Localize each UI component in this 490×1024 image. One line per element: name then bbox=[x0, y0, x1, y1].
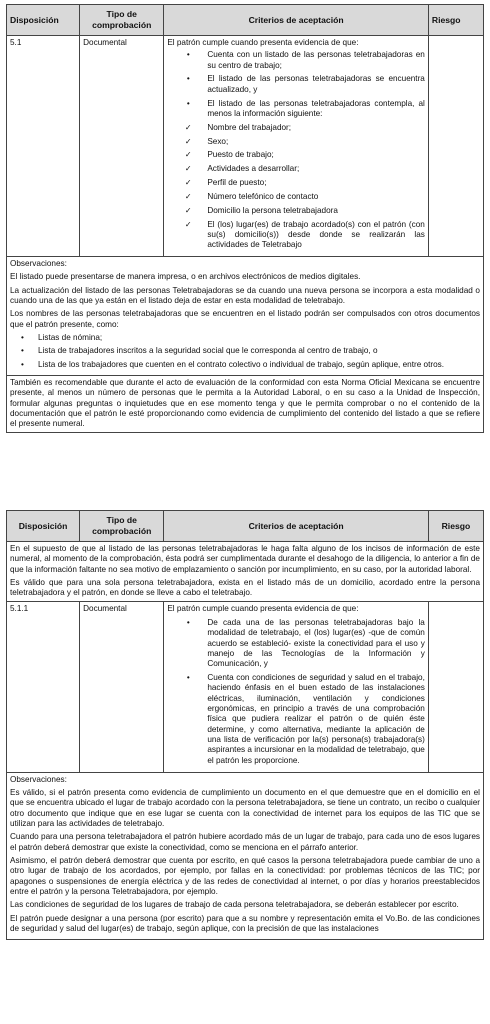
list-item bbox=[10, 333, 480, 343]
observation-paragraph: Los nombres de las personas teletrabajadoras que se encuentren en el listado podrán ser compulsados con otros documentos que el patrón presente, como: bbox=[10, 309, 480, 329]
observation-paragraph: Es válido, si el patrón presenta como evidencia de cumplimiento un documento en el que demuestre que en el domicilio en el que se encuentra ubicado el lugar de trabajo acordado con la persona teletrabajadora, se tiene un contrato, un recibo o cualquier otro documento que indique que en ese lugar se cuenta con la conectividad de internet para los equipos de las TIC que se utilizan para las actividades de teletrabajo. bbox=[10, 787, 480, 828]
checkmark-icon: ✓ bbox=[184, 164, 192, 174]
bullet-icon: • bbox=[21, 346, 24, 356]
list-item bbox=[10, 360, 480, 370]
list-item bbox=[167, 618, 425, 670]
intro-paragraph: En el supuesto de que al listado de las personas teletrabajadoras le haga falta alguno de los incisos de información de este numeral, al momento de la comprobación, ésta podrá ser cumplimentada durante el desahogo de la diligencia, lo anterior a fin de que la información faltante no sea motivo de emplazamiento o sanción por incumplimiento, en su caso, por la autoridad laboral. bbox=[10, 544, 480, 574]
observation-paragraph: Asimismo, el patrón deberá demostrar que cuenta por escrito, en qué casos la persona teletrabajadora puede cambiar de uno a otro lugar de trabajo de los acordados, por ejemplo, por fallas en la conectividad: por problemas técnicos de las TIC; por apagones o suspensiones de energía eléctrica y de las redes de conectividad al internet, o por días y horarios preestablecidos entre el patrón y la persona Teletrabajadora, por ejemplo. bbox=[10, 855, 480, 896]
header-disposicion: Disposición bbox=[7, 5, 80, 36]
bullet-icon: • bbox=[21, 359, 24, 369]
criteria-intro: El patrón cumple cuando presenta evidencia de que: bbox=[167, 603, 359, 613]
list-item bbox=[167, 150, 425, 160]
checkmark-icon: ✓ bbox=[184, 136, 192, 146]
header-disposicion: Disposición bbox=[7, 511, 80, 542]
list-item bbox=[10, 346, 480, 356]
checkmark-icon: ✓ bbox=[184, 122, 192, 132]
bullet-icon: • bbox=[186, 50, 190, 60]
list-item-text: Sexo; bbox=[207, 136, 229, 146]
row-risk bbox=[428, 601, 483, 772]
list-item bbox=[167, 123, 425, 133]
list-item bbox=[167, 673, 425, 766]
row-criteria bbox=[164, 36, 429, 257]
list-item-text: De cada una de las personas teletrabajadoras bajo la modalidad de teletrabajo, el (los) lugar(es) -que de común acuerdo se estableció- existe la conectividad para el uso y manejo de las Tecnologías de la Información y Comunicación, y bbox=[207, 617, 425, 669]
list-item-text: Número telefónico de contacto bbox=[207, 191, 319, 201]
list-item-text: Cuenta con un listado de las personas teletrabajadoras en su centro de trabajo; bbox=[207, 50, 425, 70]
bullet-icon: • bbox=[186, 98, 190, 108]
list-item-text: El listado de las personas teletrabajadoras contempla, al menos la información siguiente: bbox=[207, 98, 425, 118]
note-paragraph: También es recomendable que durante el acto de evaluación de la conformidad con esta Norma Oficial Mexicana se encuentre presente, al menos un número de personas que le permita a la Autoridad Laboral, o en su caso a la Unidad de Inspección, formular algunas preguntas o inquietudes que en ese momento tenga y que le permita comprobar o no el contenido de la documentación que el patrón le esté proporcionando como evidencia de cumplimiento del contenido del listado a que se refiere el presente numeral. bbox=[10, 378, 480, 429]
observation-paragraph: El patrón puede designar a una persona (por escrito) para que a su nombre y representación emita el Vo.Bo. de las condiciones de seguridad y salud del lugar(es) de trabajo, según aplique, con la precisión de que las instalaciones bbox=[10, 913, 480, 933]
list-item-text: El (los) lugar(es) de trabajo acordado(s) con el patrón (con su(s) domicilio(s)) desde donde se realizarán las actividades de Teletrabajo bbox=[207, 219, 425, 250]
list-item-text: Perfil de puesto; bbox=[207, 178, 267, 188]
checkmark-icon: ✓ bbox=[184, 205, 192, 215]
table-header-row bbox=[7, 5, 484, 36]
list-item bbox=[167, 137, 425, 147]
list-item-text: Cuenta con condiciones de seguridad y salud en el trabajo, haciendo énfasis en el buen estado de las instalaciones eléctricas, iluminación, ventilación y condiciones ergonómicas, en principio a través de una comprobación física que pudiera realizar el patrón o de quién éste determine, y como alternativa, mediante la aplicación de una lista de verificación por la(s) persona(s) trabajadora(s) aspirantes a incursionar en la modalidad de teletrabajo, que el patrón les proporcione. bbox=[207, 673, 425, 765]
criteria-table-5-1-1 bbox=[6, 510, 484, 940]
list-item bbox=[167, 50, 425, 71]
list-item bbox=[167, 178, 425, 188]
bullet-icon: • bbox=[186, 74, 190, 84]
note-cell bbox=[7, 376, 484, 433]
observation-paragraph: El listado puede presentarse de manera impresa, o en archivos electrónicos de medios digitales. bbox=[10, 272, 361, 282]
intro-row bbox=[7, 542, 484, 602]
header-tipo: Tipo de comprobación bbox=[80, 5, 164, 36]
header-tipo: Tipo de comprobación bbox=[80, 511, 164, 542]
row-number: 5.1.1 bbox=[7, 601, 80, 772]
list-item-text: Actividades a desarrollar; bbox=[207, 164, 300, 174]
row-criteria bbox=[164, 601, 429, 772]
observation-paragraph: La actualización del listado de las personas Teletrabajadoras se da cuando una nueva persona se incorpora a esta modalidad o cuando una de las que ya están en el listado deja de estar en esta modalidad de teletrabajo. bbox=[10, 285, 480, 306]
observations-row bbox=[7, 257, 484, 376]
list-item-text: Lista de trabajadores inscritos a la seguridad social que le corresponda al centro de trabajo, o bbox=[38, 346, 378, 356]
criteria-table-5-1 bbox=[6, 4, 484, 433]
row-number: 5.1 bbox=[7, 36, 80, 257]
list-item bbox=[167, 220, 425, 251]
header-criterios: Criterios de aceptación bbox=[164, 511, 429, 542]
observations-cell bbox=[7, 257, 484, 376]
table-row bbox=[7, 36, 484, 257]
header-riesgo: Riesgo bbox=[428, 511, 483, 542]
header-riesgo: Riesgo bbox=[428, 5, 483, 36]
list-item bbox=[167, 164, 425, 174]
list-item-text: El listado de las personas teletrabajadoras se encuentra actualizado, y bbox=[207, 74, 425, 94]
observations-cell bbox=[7, 772, 484, 940]
observations-row bbox=[7, 772, 484, 940]
intro-cell bbox=[7, 542, 484, 602]
list-item bbox=[167, 206, 425, 216]
list-item bbox=[167, 74, 425, 95]
table-row bbox=[7, 601, 484, 772]
observations-label: Observaciones: bbox=[10, 259, 67, 269]
checkmark-icon: ✓ bbox=[184, 150, 192, 160]
list-item-text: Puesto de trabajo; bbox=[207, 150, 274, 160]
criteria-intro: El patrón cumple cuando presenta evidencia de que: bbox=[167, 38, 359, 47]
list-item-text: Domicilio la persona teletrabajadora bbox=[207, 205, 338, 215]
checkmark-icon: ✓ bbox=[184, 219, 192, 229]
list-item-text: Listas de nómina; bbox=[38, 333, 103, 343]
observation-paragraph: Cuando para una persona teletrabajadora el patrón hubiere acordado más de un lugar de trabajo, para cada uno de esos lugares el patrón deberá demostrar que existe la conectividad, como se menciona en el párrafo anterior. bbox=[10, 832, 480, 852]
criteria-list bbox=[167, 618, 425, 766]
bullet-icon: • bbox=[21, 333, 24, 343]
bullet-icon: • bbox=[186, 673, 190, 683]
observations-label: Observaciones: bbox=[10, 774, 67, 784]
row-type: Documental bbox=[80, 36, 164, 257]
note-row bbox=[7, 376, 484, 433]
criteria-list bbox=[167, 50, 425, 250]
table-header-row bbox=[7, 511, 484, 542]
observation-paragraph: Las condiciones de seguridad de los lugares de trabajo de cada persona teletrabajadora, se deberán establecer por escrito. bbox=[10, 900, 459, 910]
checkmark-icon: ✓ bbox=[184, 178, 192, 188]
checkmark-icon: ✓ bbox=[184, 191, 192, 201]
intro-paragraph: Es válido que para una sola persona teletrabajadora, exista en el listado más de un domicilio, acordado entre la persona teletrabajadora y el patrón, en donde se lleve a cabo el teletrabajo. bbox=[10, 577, 480, 598]
bullet-icon: • bbox=[186, 617, 190, 627]
list-item-text: Nombre del trabajador; bbox=[207, 122, 292, 132]
list-item bbox=[167, 192, 425, 202]
list-item bbox=[167, 99, 425, 120]
observation-bullets bbox=[10, 333, 480, 370]
list-item-text: Lista de los trabajadores que cuenten en el contrato colectivo o individual de trabajo, según aplique, entre otros. bbox=[38, 359, 445, 369]
header-criterios: Criterios de aceptación bbox=[164, 5, 429, 36]
row-type: Documental bbox=[80, 601, 164, 772]
row-risk bbox=[428, 36, 483, 257]
